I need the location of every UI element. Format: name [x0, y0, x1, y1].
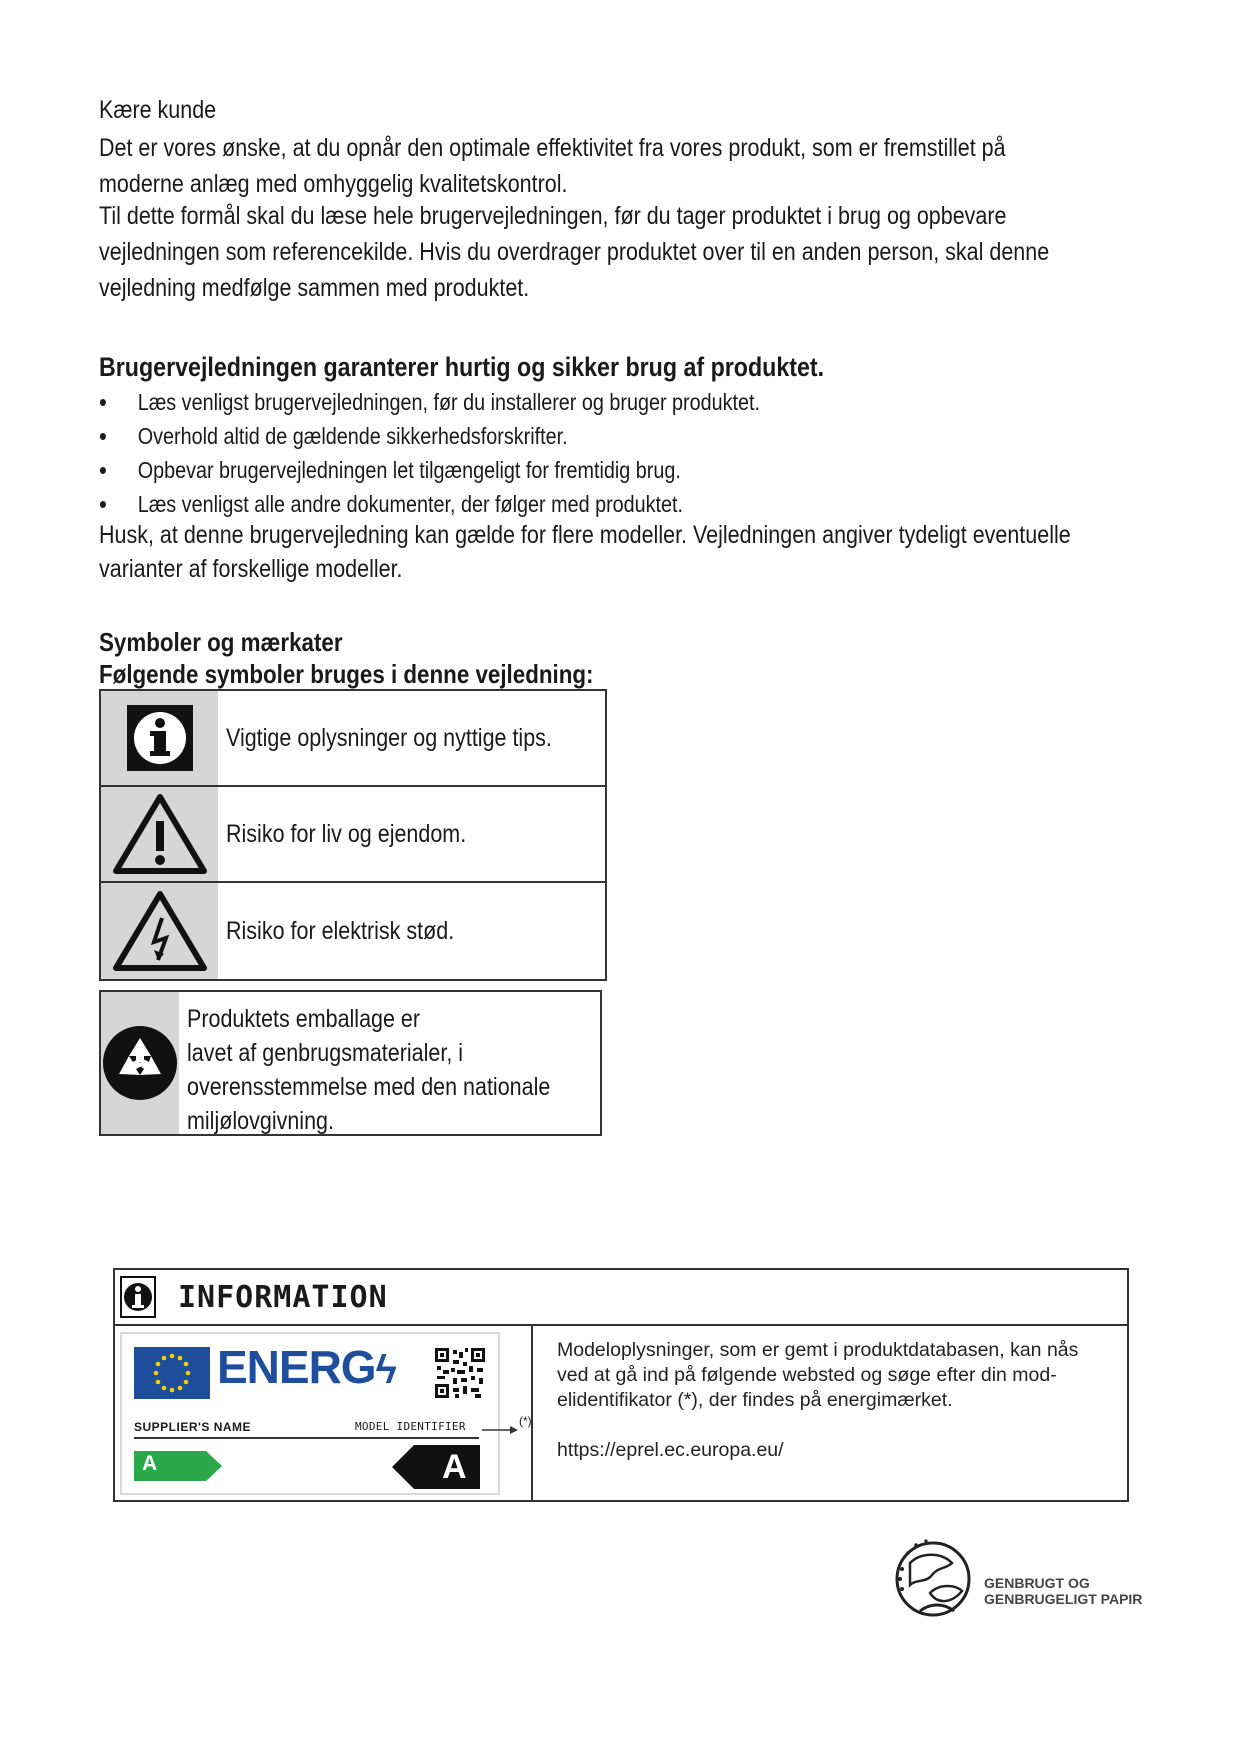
guide-heading: Brugervejledningen garanterer hurtig og sikker brug af produktet. [99, 352, 825, 382]
information-box [113, 1268, 1129, 1502]
model-identifier: MODEL IDENTIFIER [355, 1420, 466, 1433]
recycle-icon [101, 992, 179, 1134]
recycled-paper-logo-icon [890, 1533, 976, 1630]
intro-line: vejledning medfølge sammen med produktet. [99, 274, 530, 302]
symbol-row-info [101, 691, 605, 787]
info-icon [120, 1276, 156, 1318]
bullet-item: • Læs venligst alle andre dokumenter, der følger med produktet. [99, 487, 760, 521]
recycled-paper-text [984, 1575, 1142, 1607]
model-note [99, 518, 1071, 586]
energy-label-cell [115, 1326, 533, 1500]
recycle-line: Produktets emballage er [187, 1005, 421, 1033]
information-title: INFORMATION [178, 1279, 388, 1315]
recycle-box [99, 990, 602, 1136]
qr-code-icon [435, 1348, 485, 1403]
supplier-name: SUPPLIER'S NAME [134, 1420, 252, 1434]
recycle-line: miljølovgivning. [187, 1107, 334, 1135]
recycled-paper-line: GENBRUGELIGT PAPIR [984, 1591, 1143, 1607]
arrow-right-icon [482, 1422, 518, 1440]
info-line: Modeloplysninger, som er gemt i produktdatabasen, kan nås [557, 1339, 1079, 1361]
info-line: ved at gå ind på følgende websted og søge efter din mod- [557, 1364, 1057, 1386]
intro-text [99, 131, 1049, 307]
intro-line: Det er vores ønske, at du opnår den optimale effektivitet fra vores produkt, som er fremstillet på [99, 134, 1006, 162]
symbol-row-electric [101, 883, 605, 979]
energy-class-arrow-letter: A [142, 1452, 158, 1475]
electric-shock-icon [101, 883, 218, 979]
symbol-text: Risiko for elektrisk stød. [226, 916, 455, 945]
symbol-text: Vigtige oplysninger og nyttige tips. [226, 723, 552, 752]
note-line: varianter af forskellige modeller. [99, 555, 403, 583]
energy-class-rating-letter: A [442, 1448, 467, 1486]
bullet-item: • Opbevar brugervejledningen let tilgængeligt for fremtidig brug. [99, 453, 760, 487]
info-line: elidentifikator (*), der findes på energimærket. [557, 1389, 953, 1411]
intro-line: vejledningen som referencekilde. Hvis du overdrager produktet over til en anden person, skal denne [99, 238, 1050, 266]
symbol-text: Risiko for liv og ejendom. [226, 819, 467, 848]
guide-bullet-list [99, 385, 760, 521]
energy-label [120, 1332, 532, 1495]
intro-line: moderne anlæg med omhyggelig kvalitetskontrol. [99, 170, 568, 198]
note-line: Husk, at denne brugervejledning kan gælde for flere modeller. Vejledningen angiver tydeligt eventuelle [99, 521, 1071, 549]
symbol-row-warning [101, 787, 605, 883]
information-text [533, 1326, 1127, 1500]
bullet-item: • Overhold altid de gældende sikkerhedsforskrifter. [99, 419, 760, 453]
energy-class-rating [392, 1445, 480, 1494]
symbols-subtitle: Følgende symboler bruges i denne vejledning: [99, 659, 594, 689]
greeting: Kære kunde [99, 96, 217, 124]
symbols-title: Symboler og mærkater [99, 627, 343, 657]
energy-brand: ENERGϟ [217, 1341, 396, 1393]
recycle-text [179, 992, 609, 1134]
warning-icon [101, 787, 218, 881]
model-marker: (*) [519, 1414, 532, 1428]
symbols-heading [99, 626, 593, 690]
recycled-paper-line: GENBRUGT OG [984, 1575, 1090, 1591]
recycle-line: overensstemmelse med den nationale [187, 1073, 551, 1101]
information-body [115, 1326, 1127, 1500]
eu-flag-icon [134, 1347, 210, 1399]
eprel-url[interactable]: https://eprel.ec.europa.eu/ [557, 1439, 784, 1461]
information-header [115, 1270, 1127, 1326]
label-divider [134, 1437, 479, 1439]
symbols-table [99, 689, 607, 981]
intro-line: Til dette formål skal du læse hele brugervejledningen, før du tager produktet i brug og opbevare [99, 202, 1007, 230]
bullet-item: • Læs venligst brugervejledningen, før du installerer og bruger produktet. [99, 385, 760, 419]
info-icon [101, 691, 218, 785]
recycle-line: lavet af genbrugsmaterialer, i [187, 1039, 464, 1067]
